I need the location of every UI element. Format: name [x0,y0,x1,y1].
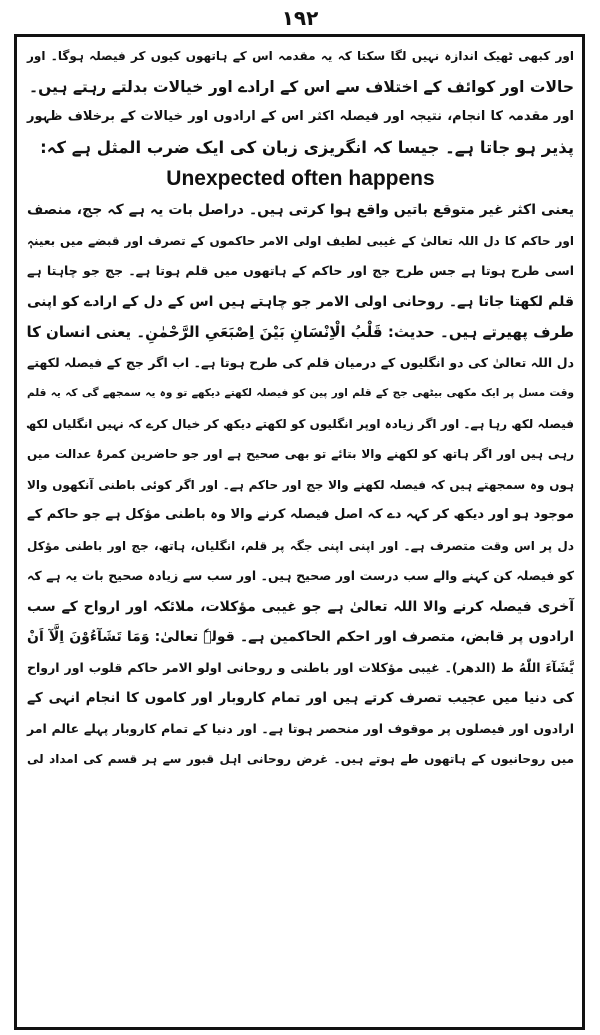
text-line: رہی ہیں اور اگر ہاتھ کو لکھنے والا بتائے تو بھی صحیح ہے اور جو حاضرین کمرۂ عدالت میں [27,447,574,461]
text-line: اور کبھی ٹھیک اندازہ نہیں لگا سکتا کہ یہ مقدمہ اس کے ہاتھوں کیوں کر فیصلہ ہوگا۔ اور [27,49,574,63]
page-frame [14,34,585,1030]
text-line: ارادوں پر قابض، متصرف اور احکم الحاکمین ہے۔ قولہٗ تعالیٰ: وَمَا تَشَآءُوْنَ اِلَّآ اَنْ [27,629,574,645]
text-line: یَّشَآءَ اللّٰهُ ط (الدھر)۔ غیبی مؤکلات اور باطنی و روحانی اولو الامر حاکم قلوب اور ارواح [27,659,574,675]
english-proverb: Unexpected often happens [166,167,435,190]
text-line: موجود ہو اور دیکھ کر کہہ دے کہ اصل فیصلہ کرنے والا وہ باطنی مؤکل ہے جو حاکم کے [27,507,574,522]
text-line: دل اللہ تعالیٰ کی دو انگلیوں کے درمیان قلم کی طرح ہوتا ہے۔ اب اگر جج کے فیصلہ لکھتے [27,354,574,370]
text-line: آخری فیصلہ کرنے والا اللہ تعالیٰ ہے جو غیبی مؤکلات، ملائکہ اور ارواح کے سب [27,598,574,615]
text-line: حالات اور کوائف کے اختلاف سے اس کے ارادے اور خیالات بدلتے رہتے ہیں۔ [28,77,574,96]
text-line: طرف پھیرتے ہیں۔ حدیث: قَلْبُ الْاِنْسَانِ بَیْنَ اِصْبَعَیِ الرَّحْمٰنِ۔ یعنی انسان کا [26,323,574,341]
text-line: کو فیصلہ کن کہنے والے سب درست اور صحیح ہیں۔ اور سب سے زیادہ صحیح بات یہ ہے کہ [27,568,574,583]
text-line: یعنی اکثر غیر متوقع باتیں واقع ہوا کرتی ہیں۔ دراصل بات یہ ہے کہ جج، منصف [27,202,574,218]
text-line: قلم لکھتا جاتا ہے۔ روحانی اولی الامر جو چاہتے ہیں اس کے دل کے ارادے کو اپنی [27,293,574,310]
text-line: فیصلہ لکھ رہا ہے۔ اور اگر زیادہ اوپر انگلیوں کو لکھتے دیکھ کر خیال کرے کہ نہیں انگلیاں لکھ [26,416,574,431]
text-line: اسی طرح ہوتا ہے جس طرح جج اور حاکم کے ہاتھوں میں قلم ہوتا ہے۔ جج جو چاہتا ہے [27,263,574,278]
text-line: کی دنیا میں عجیب تصرف کرتے ہیں اور تمام کاروبار اور کاموں کا انجام انہی کے [27,690,574,706]
text-line: میں روحانیوں کے ہاتھوں طے ہوتے ہیں۔ غرض روحانی اہل قبور سے ہر قسم کی امداد لی [27,752,574,766]
text-line: وقت مسل پر ایک مکھی بیٹھی جج کے قلم اور پین کو فیصلہ لکھتے دیکھے تو وہ یہ سمجھے گی کہ یہ قلم [27,387,574,399]
text-line: ہوں وہ سمجھتے ہیں کہ فیصلہ لکھنے والا جج اور حاکم ہے۔ اور اگر کوئی باطنی آنکھوں والا [27,477,574,492]
text-line: پذیر ہو جاتا ہے۔ جیسا کہ انگریزی زبان کی ایک ضرب المثل ہے کہ: [40,137,574,157]
page-body [27,41,574,1023]
text-line: دل پر اس وقت متصرف ہے۔ اور اپنی اپنی جگہ پر قلم، انگلیاں، ہاتھ، جج اور باطنی مؤکل [27,538,574,553]
text-line: ارادوں اور فیصلوں پر موقوف اور منحصر ہوتا ہے۔ اور دنیا کے تمام کاروبار پہلے عالم امر [27,720,574,736]
text-line: اور حاکم کا دل اللہ تعالیٰ کے غیبی لطیف اولی الامر حاکموں کے تصرف اور قبضے میں بعینہٖ [27,233,574,248]
text-line: اور مقدمہ کا انجام، نتیجہ اور فیصلہ اکثر اس کے ارادوں اور خیالات کے برخلاف ظہور [27,109,574,124]
page-number: ۱۹۲ [281,6,319,30]
